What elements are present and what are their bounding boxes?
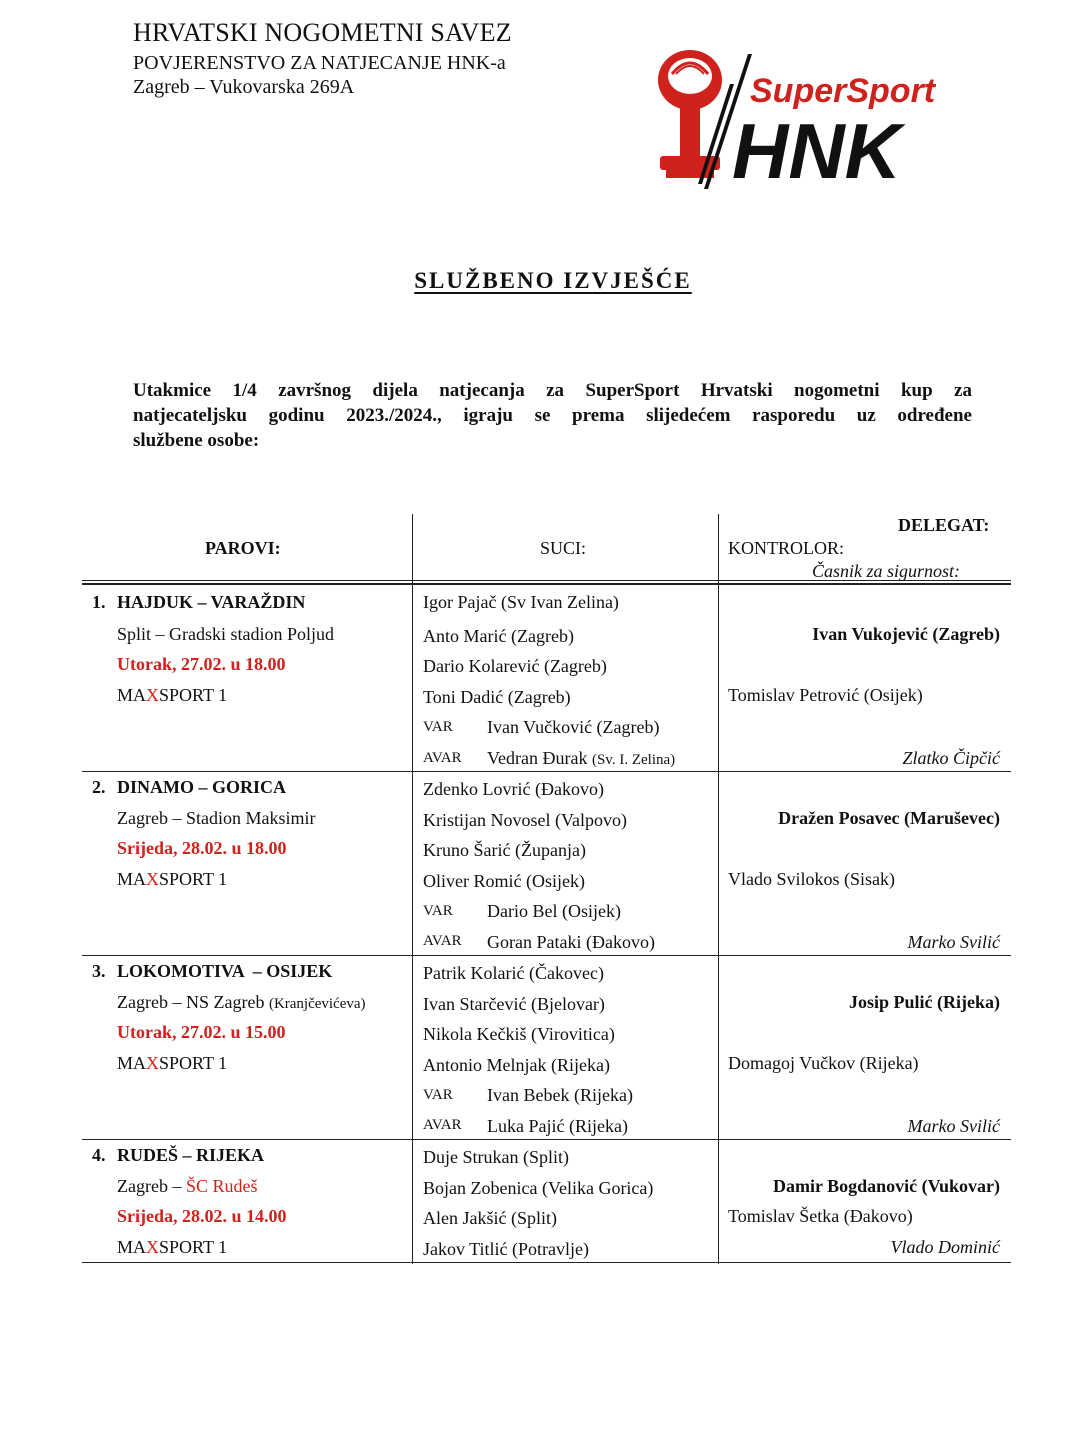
referee-assistant: Anto Marić (Zagreb) xyxy=(423,626,574,646)
org-address: Zagreb – Vukovarska 269A xyxy=(133,76,355,98)
match-date: Srijeda, 28.02. u 18.00 xyxy=(117,838,287,858)
referee-fourth: Jakov Titlić (Potravlje) xyxy=(423,1239,589,1259)
avar-label: AVAR xyxy=(423,933,462,949)
avar-label: AVAR xyxy=(423,1117,462,1133)
var-label: VAR xyxy=(423,719,453,735)
row-divider xyxy=(82,771,1011,772)
referee-main: Zdenko Lovrić (Đakovo) xyxy=(423,779,604,799)
document-title: SLUŽBENO IZVJEŠĆE xyxy=(414,268,692,293)
committee-name: POVJERENSTVO ZA NATJECANJE HNK-a xyxy=(133,52,506,74)
referee-assistant: Kristijan Novosel (Valpovo) xyxy=(423,810,627,830)
referee-assistant: Kruno Šarić (Županja) xyxy=(423,840,586,860)
security-officer-name: Marko Svilić xyxy=(907,932,1000,952)
match-date: Utorak, 27.02. u 15.00 xyxy=(117,1022,286,1042)
logo-text-supersport: SuperSport xyxy=(750,72,936,110)
avar-label: AVAR xyxy=(423,750,462,766)
header-delegate: DELEGAT: xyxy=(898,515,990,535)
var-label: VAR xyxy=(423,903,453,919)
match-number: 3. xyxy=(92,961,106,981)
controller-name: Domagoj Vučkov (Rijeka) xyxy=(728,1053,919,1073)
supersport-hnk-logo xyxy=(650,44,970,196)
match-venue: Zagreb – ŠC Rudeš xyxy=(117,1176,258,1196)
controller-name: Tomislav Petrović (Osijek) xyxy=(728,685,923,705)
referee-fourth: Oliver Romić (Osijek) xyxy=(423,871,585,891)
referee-assistant: Ivan Starčević (Bjelovar) xyxy=(423,994,605,1014)
avar-referee: Vedran Đurak (Sv. I. Zelina) xyxy=(487,748,676,768)
referee-assistant: Dario Kolarević (Zagreb) xyxy=(423,656,607,676)
referee-fourth: Antonio Melnjak (Rijeka) xyxy=(423,1055,610,1075)
var-label: VAR xyxy=(423,1087,453,1103)
match-date: Utorak, 27.02. u 18.00 xyxy=(117,654,286,674)
referee-fourth: Toni Dadić (Zagreb) xyxy=(423,687,571,707)
referee-assistant: Alen Jakšić (Split) xyxy=(423,1208,557,1228)
match-teams: LOKOMOTIVA – OSIJEK xyxy=(117,961,333,981)
match-teams: HAJDUK – VARAŽDIN xyxy=(117,592,306,612)
header-security-officer: Časnik za sigurnost: xyxy=(812,561,961,581)
tv-channel: MAXSPORT 1 xyxy=(117,1237,228,1257)
avar-referee: Luka Pajić (Rijeka) xyxy=(487,1116,628,1136)
security-officer-name: Marko Svilić xyxy=(907,1116,1000,1136)
header-referees: SUCI: xyxy=(540,538,587,558)
intro-line: Utakmice 1/4 završnog dijela natjecanja za SuperSport Hrvatski nogometni kup za xyxy=(133,380,972,401)
referee-assistant: Bojan Zobenica (Velika Gorica) xyxy=(423,1178,654,1198)
match-venue: Zagreb – NS Zagreb (Kranjčevićeva) xyxy=(117,992,366,1012)
intro-line: natjecateljsku godinu 2023./2024., igraju se prema slijedećem rasporedu uz određene xyxy=(133,405,972,426)
row-divider xyxy=(82,1139,1011,1140)
org-name: HRVATSKI NOGOMETNI SAVEZ xyxy=(133,18,512,47)
controller-name: Tomislav Šetka (Đakovo) xyxy=(728,1206,913,1226)
controller-name: Vlado Svilokos (Sisak) xyxy=(728,869,896,889)
match-number: 1. xyxy=(92,592,106,612)
avar-referee: Goran Pataki (Đakovo) xyxy=(487,932,655,952)
delegate-name: Ivan Vukojević (Zagreb) xyxy=(812,624,1000,644)
delegate-name: Damir Bogdanović (Vukovar) xyxy=(772,1176,1000,1196)
logo-text-hnk: HNK xyxy=(732,107,901,195)
intro-line: službene osobe: xyxy=(133,430,260,451)
tv-channel: MAXSPORT 1 xyxy=(117,869,228,889)
column-divider xyxy=(412,514,413,1264)
column-divider xyxy=(718,514,719,1264)
referee-main: Duje Strukan (Split) xyxy=(423,1147,569,1167)
row-divider xyxy=(82,955,1011,956)
referee-assistant: Nikola Kečkiš (Virovitica) xyxy=(423,1024,615,1044)
security-officer-name: Vlado Dominić xyxy=(890,1237,1000,1257)
delegate-name: Dražen Posavec (Maruševec) xyxy=(778,808,1000,828)
header-controller: KONTROLOR: xyxy=(728,538,844,558)
match-venue: Zagreb – Stadion Maksimir xyxy=(117,808,316,828)
match-number: 4. xyxy=(92,1145,106,1165)
tv-channel: MAXSPORT 1 xyxy=(117,1053,228,1073)
trophy-icon xyxy=(658,50,722,178)
match-teams: DINAMO – GORICA xyxy=(117,777,286,797)
header-pairs: PAROVI: xyxy=(205,538,281,558)
match-date: Srijeda, 28.02. u 14.00 xyxy=(117,1206,287,1226)
referee-main: Igor Pajač (Sv Ivan Zelina) xyxy=(423,592,619,612)
header-rule xyxy=(82,583,1011,585)
match-number: 2. xyxy=(92,777,106,797)
match-venue: Split – Gradski stadion Poljud xyxy=(117,624,335,644)
table-bottom-rule xyxy=(82,1262,1011,1263)
var-referee: Dario Bel (Osijek) xyxy=(487,901,621,921)
referee-main: Patrik Kolarić (Čakovec) xyxy=(423,963,604,983)
security-officer-name: Zlatko Čipčić xyxy=(902,748,1000,768)
match-teams: RUDEŠ – RIJEKA xyxy=(117,1145,265,1165)
delegate-name: Josip Pulić (Rijeka) xyxy=(849,992,1000,1012)
var-referee: Ivan Bebek (Rijeka) xyxy=(487,1085,633,1105)
intro-paragraph xyxy=(133,378,972,453)
var-referee: Ivan Vučković (Zagreb) xyxy=(487,717,660,737)
tv-channel: MAXSPORT 1 xyxy=(117,685,228,705)
